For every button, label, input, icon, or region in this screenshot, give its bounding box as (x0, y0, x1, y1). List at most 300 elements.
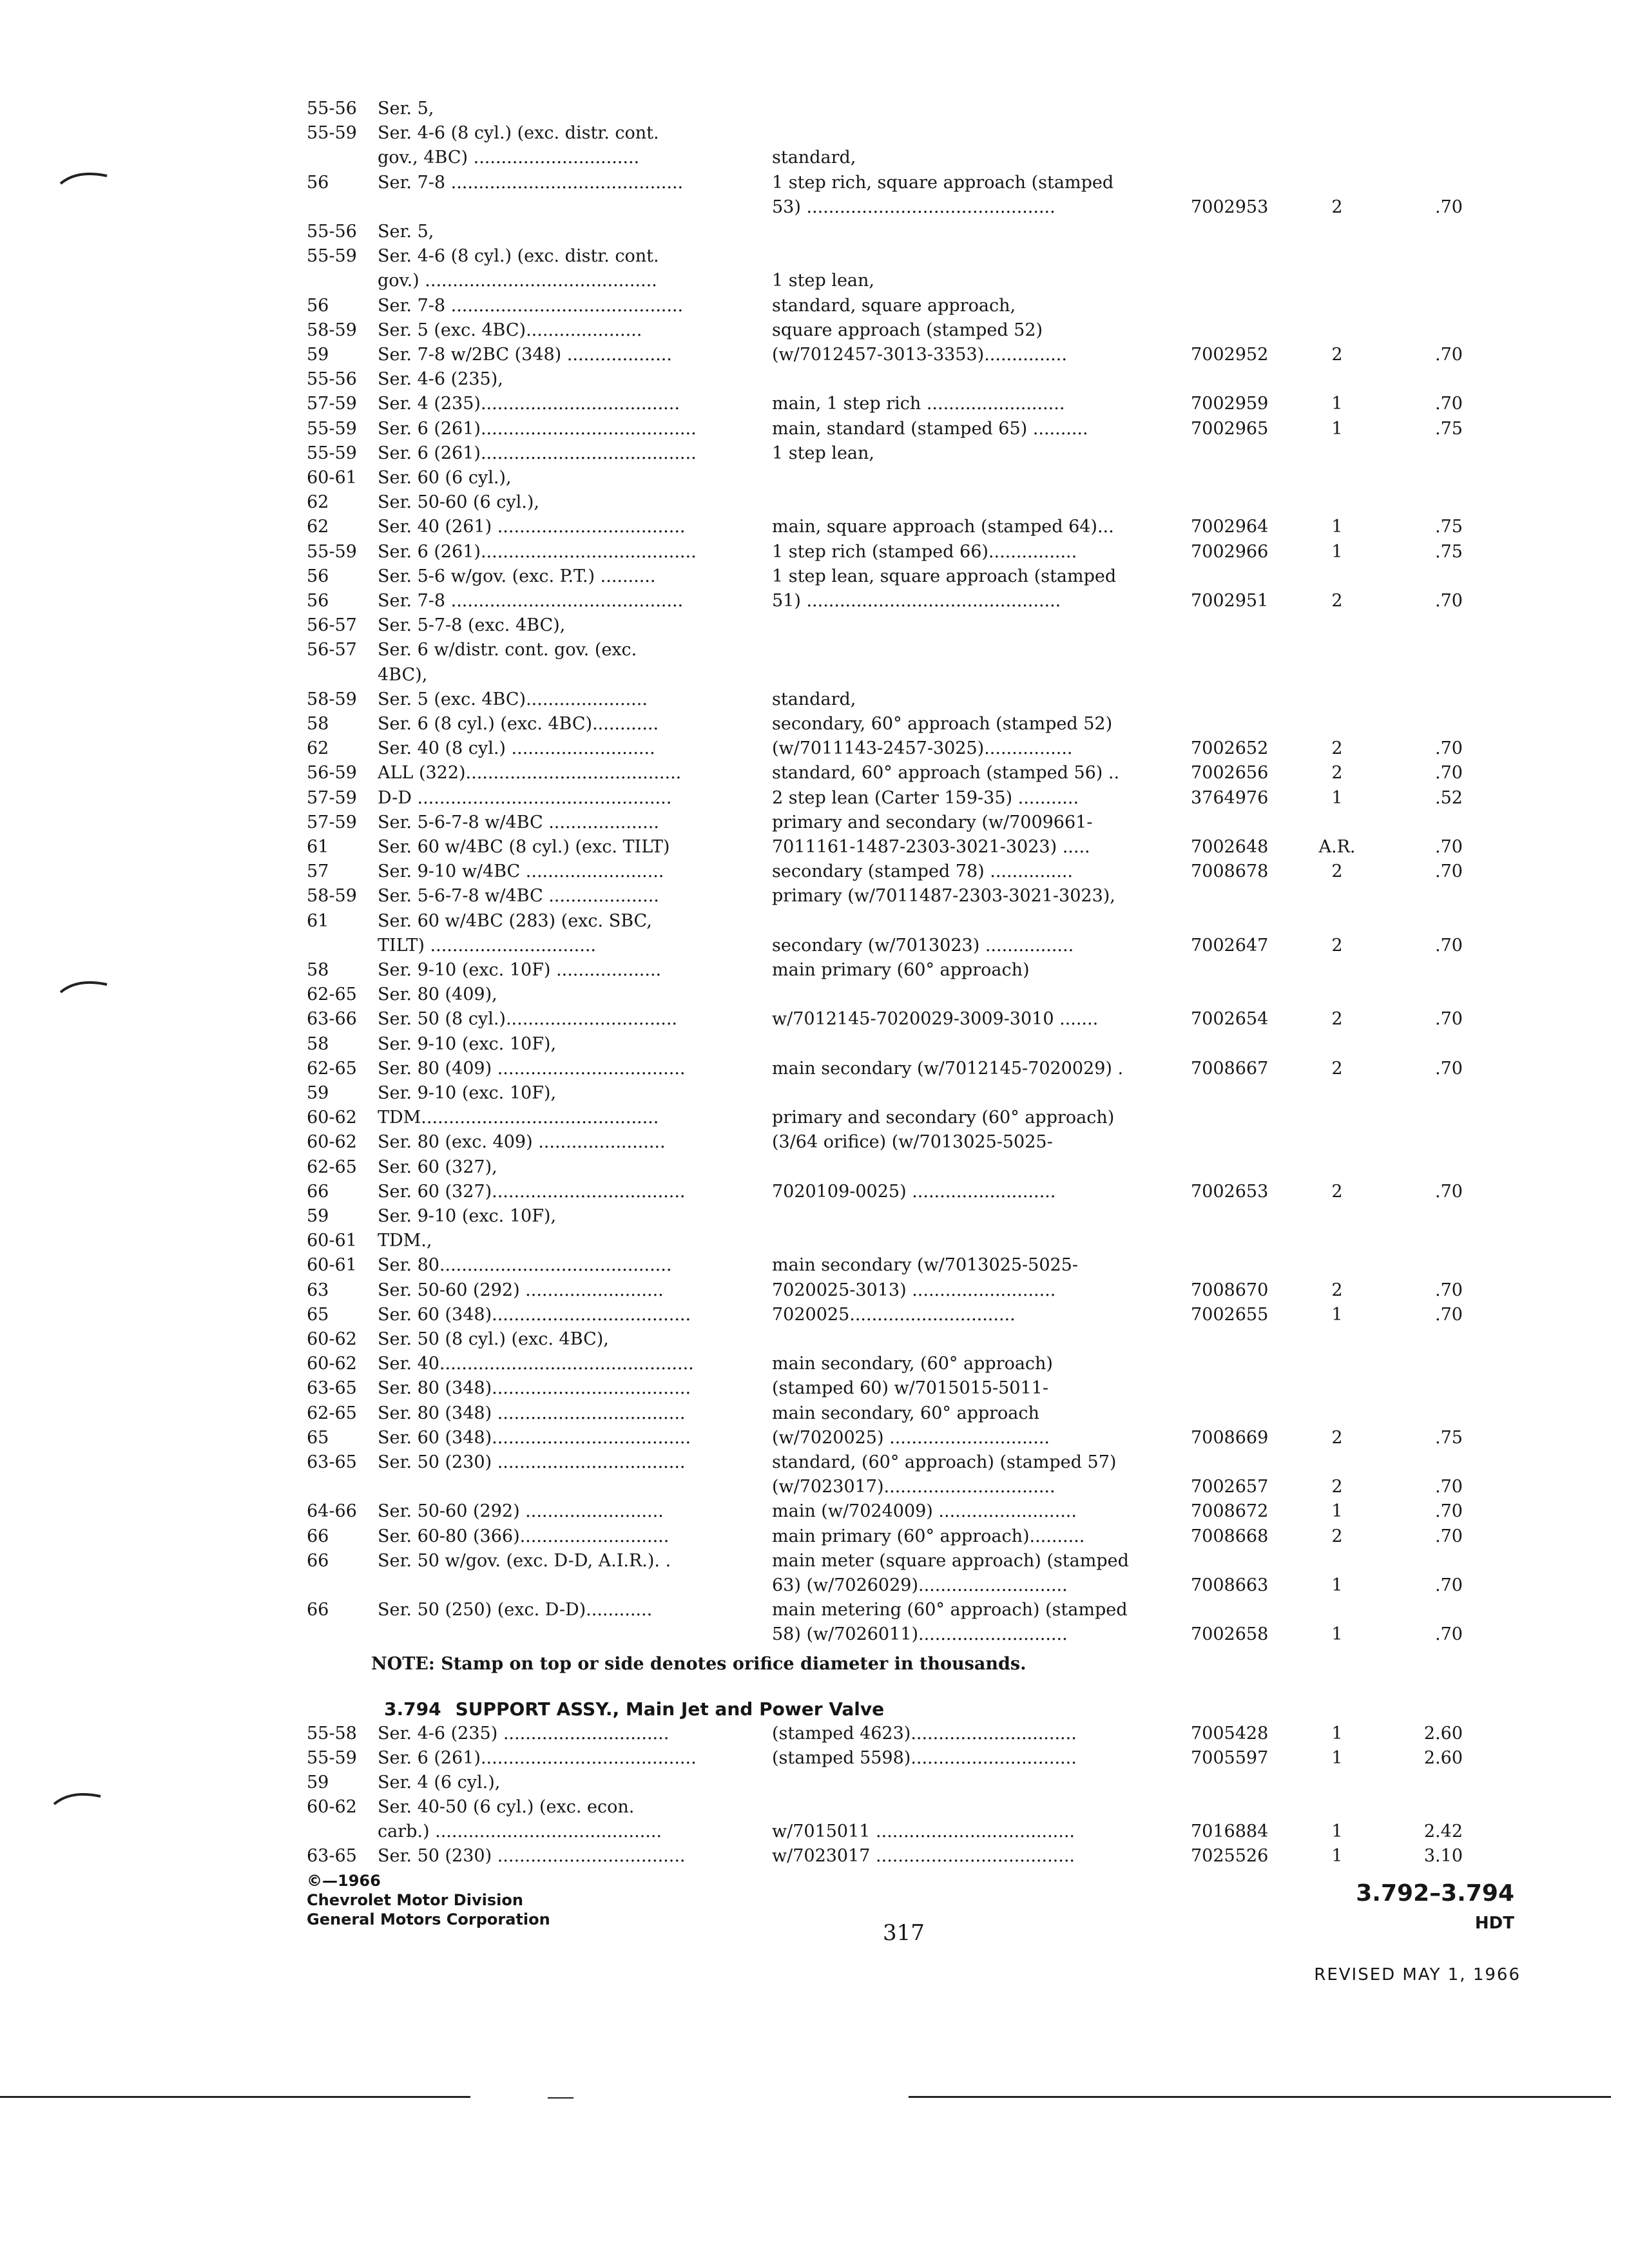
cell-price: .70 (1435, 345, 1463, 365)
cell-appl: Ser. 80 (348).................................... (378, 1378, 691, 1399)
cell-appl: Ser. 40 (8 cyl.) .......................... (378, 738, 655, 759)
cell-yr: 60-62 (307, 1108, 357, 1128)
table-row (0, 884, 1629, 908)
table-row (0, 318, 1629, 343)
table-row (0, 1475, 1629, 1499)
cell-qty: A.R. (1318, 837, 1356, 857)
cell-part: 7002653 (1191, 1181, 1269, 1202)
cell-desc: 1 step rich, square approach (stamped (772, 172, 1114, 193)
cell-yr: 55-58 (307, 1724, 357, 1744)
cell-desc: (stamped 5598).............................. (772, 1748, 1077, 1768)
cell-price: 2.60 (1423, 1748, 1463, 1768)
section-range: 3.792–3.794 (1356, 1880, 1514, 1907)
cell-yr: 58 (307, 960, 329, 980)
cell-desc: 58) (w/7026011)........................... (772, 1624, 1068, 1645)
cell-desc: main, standard (stamped 65) .......... (772, 418, 1088, 439)
cell-appl: Ser. 4 (6 cyl.), (378, 1773, 501, 1792)
cell-appl: Ser. 50 (8 cyl.)............................... (378, 1009, 677, 1030)
cell-desc: standard, (772, 148, 856, 168)
table-row (0, 1820, 1629, 1844)
cell-part: 7008669 (1191, 1427, 1269, 1448)
cell-desc: (w/7023017)............................... (772, 1477, 1055, 1497)
cell-yr: 55-59 (307, 1748, 357, 1768)
cell-yr: 66 (307, 1600, 329, 1620)
cell-part: 7005428 (1191, 1724, 1269, 1744)
bottom-rule-right (909, 2096, 1611, 2098)
table-row (0, 786, 1629, 811)
cell-desc: (stamped 4623).............................. (772, 1724, 1077, 1744)
cell-price: .75 (1435, 1427, 1463, 1448)
copyright: ©—1966 (307, 1872, 381, 1890)
cell-yr: 60-62 (307, 1797, 357, 1817)
cell-yr: 56 (307, 295, 329, 316)
cell-yr: 55-59 (307, 418, 357, 439)
cell-qty: 2 (1331, 1009, 1343, 1030)
table-row (0, 736, 1629, 761)
cell-qty: 2 (1331, 1181, 1343, 1202)
cell-appl: Ser. 50-60 (6 cyl.), (378, 492, 540, 513)
cell-part: 3764976 (1191, 787, 1269, 808)
cell-appl: gov.) .......................................... (378, 271, 657, 291)
cell-appl: Ser. 5, (378, 222, 434, 242)
cell-appl: Ser. 7-8 .......................................... (378, 172, 684, 193)
cell-yr: 66 (307, 1550, 329, 1571)
cell-appl: Ser. 60 (6 cyl.), (378, 468, 512, 488)
cell-part: 7008668 (1191, 1526, 1269, 1546)
cell-qty: 2 (1331, 738, 1343, 759)
table-row (0, 171, 1629, 195)
table-row (0, 490, 1629, 515)
table-row (0, 1130, 1629, 1155)
cell-yr: 60-61 (307, 1231, 357, 1251)
cell-yr: 66 (307, 1181, 329, 1202)
cell-appl: Ser. 5 (exc. 4BC)...................... (378, 689, 648, 709)
table-row (0, 1598, 1629, 1622)
cell-desc: 1 step rich (stamped 66)................ (772, 541, 1077, 562)
cell-desc: main primary (60° approach).......... (772, 1526, 1085, 1546)
bottom-rule-dash (548, 2097, 574, 2099)
cell-price: .70 (1435, 1575, 1463, 1595)
table-row (0, 1573, 1629, 1598)
cell-appl: Ser. 9-10 (exc. 10F), (378, 1083, 557, 1103)
table-row (0, 1771, 1629, 1795)
cell-desc: primary and secondary (w/7009661- (772, 812, 1093, 832)
cell-yr: 66 (307, 1526, 329, 1546)
cell-price: .70 (1435, 1477, 1463, 1497)
cell-yr: 56 (307, 591, 329, 611)
cell-appl: Ser. 7-8 .......................................... (378, 591, 684, 611)
table-row (0, 1032, 1629, 1057)
cell-desc: main metering (60° approach) (stamped (772, 1600, 1128, 1620)
cell-yr: 56-59 (307, 763, 357, 783)
cell-desc: main secondary (w/7012145-7020029) . (772, 1058, 1124, 1079)
cell-qty: 2 (1331, 861, 1343, 882)
bottom-rule-left (0, 2096, 470, 2098)
table-row (0, 1426, 1629, 1450)
cell-qty: 2 (1331, 591, 1343, 611)
cell-price: .70 (1435, 935, 1463, 956)
cell-price: .52 (1435, 787, 1463, 808)
table-row (0, 1450, 1629, 1475)
cell-part: 7002656 (1191, 763, 1269, 783)
cell-appl: Ser. 4 (235).................................... (378, 394, 680, 414)
cell-appl: Ser. 5, (378, 99, 434, 119)
cell-yr: 56-57 (307, 615, 357, 636)
cell-yr: 57-59 (307, 812, 357, 832)
table-row (0, 1155, 1629, 1180)
cell-qty: 1 (1331, 1724, 1343, 1744)
table-row (0, 613, 1629, 638)
cell-part: 7008672 (1191, 1501, 1269, 1522)
cell-appl: TDM........................................... (378, 1108, 659, 1128)
cell-yr: 55-59 (307, 443, 357, 463)
cell-yr: 62 (307, 517, 329, 537)
cell-desc: standard, (772, 689, 856, 709)
cell-appl: Ser. 6 (261)....................................... (378, 541, 697, 562)
table-row (0, 1007, 1629, 1032)
table-row (0, 983, 1629, 1007)
table-row (0, 244, 1629, 269)
cell-appl: Ser. 5-7-8 (exc. 4BC), (378, 615, 566, 636)
table-row (0, 1376, 1629, 1401)
cell-price: .70 (1435, 591, 1463, 611)
table-row (0, 589, 1629, 613)
cell-part: 7008667 (1191, 1058, 1269, 1079)
cell-yr: 56 (307, 566, 329, 586)
cell-appl: 4BC), (378, 664, 428, 685)
cell-appl: Ser. 4-6 (8 cyl.) (exc. distr. cont. (378, 246, 659, 267)
table-row (0, 1499, 1629, 1524)
table-row (0, 958, 1629, 983)
cell-appl: Ser. 50 (250) (exc. D-D)............ (378, 1600, 653, 1620)
table-row (0, 811, 1629, 835)
cell-part: 7002657 (1191, 1477, 1269, 1497)
cell-yr: 60-61 (307, 468, 357, 488)
cell-part: 7002964 (1191, 517, 1269, 537)
cell-yr: 55-56 (307, 222, 357, 242)
cell-desc: square approach (stamped 52) (772, 320, 1043, 340)
cell-yr: 65 (307, 1427, 329, 1448)
cell-yr: 63 (307, 1280, 329, 1300)
table-row (0, 1253, 1629, 1278)
cell-desc: main secondary, (60° approach) (772, 1354, 1053, 1374)
cell-desc: main secondary (w/7013025-5025- (772, 1255, 1078, 1276)
cell-appl: Ser. 9-10 (exc. 10F) ................... (378, 960, 662, 980)
cell-desc: secondary (w/7013023) ................ (772, 935, 1074, 956)
cell-price: .70 (1435, 1058, 1463, 1079)
cell-part: 7005597 (1191, 1748, 1269, 1768)
section-title: SUPPORT ASSY., Main Jet and Power Valve (455, 1698, 885, 1720)
cell-appl: Ser. 50 (230) .................................. (378, 1846, 686, 1866)
cell-desc: w/7012145-7020029-3009-3010 ....... (772, 1009, 1099, 1030)
cell-part: 7025526 (1191, 1846, 1269, 1866)
cell-appl: Ser. 7-8 .......................................... (378, 295, 684, 316)
table-row (0, 1795, 1629, 1820)
cell-desc: 1 step lean, square approach (stamped (772, 566, 1117, 586)
cell-appl: Ser. 6 w/distr. cont. gov. (exc. (378, 640, 637, 660)
table-row (0, 860, 1629, 884)
table-row (0, 1722, 1629, 1746)
note-text: NOTE: Stamp on top or side denotes orifice diameter in thousands. (371, 1654, 1027, 1674)
table-row (0, 1057, 1629, 1081)
cell-yr: 57-59 (307, 787, 357, 808)
table-row (0, 712, 1629, 736)
cell-appl: gov., 4BC) .............................. (378, 148, 640, 168)
cell-price: .75 (1435, 418, 1463, 439)
cell-price: .70 (1435, 861, 1463, 882)
punch-mark-middle (58, 973, 110, 999)
cell-qty: 1 (1331, 541, 1343, 562)
table-row (0, 1229, 1629, 1253)
cell-part: 7002952 (1191, 345, 1269, 365)
cell-appl: carb.) ......................................... (378, 1821, 662, 1841)
cell-qty: 1 (1331, 418, 1343, 439)
cell-yr: 62-65 (307, 1058, 357, 1079)
cell-desc: standard, 60° approach (stamped 56) .. (772, 763, 1120, 783)
cell-appl: Ser. 80.......................................... (378, 1255, 672, 1276)
cell-price: .70 (1435, 763, 1463, 783)
cell-price: .70 (1435, 1526, 1463, 1546)
corporation-name: General Motors Corporation (307, 1910, 550, 1928)
table-row (0, 1352, 1629, 1376)
cell-desc: main meter (square approach) (stamped (772, 1550, 1129, 1571)
footer-publisher (307, 1871, 550, 1929)
table-row (0, 761, 1629, 785)
cell-qty: 2 (1331, 345, 1343, 365)
cell-desc: 7020025.............................. (772, 1304, 1016, 1325)
cell-yr: 61 (307, 910, 329, 931)
cell-part: 7002953 (1191, 197, 1269, 217)
cell-yr: 63-66 (307, 1009, 357, 1030)
cell-appl: Ser. 4-6 (235), (378, 369, 503, 390)
cell-appl: Ser. 50 w/gov. (exc. D-D, A.I.R.). . (378, 1550, 671, 1571)
division-name: Chevrolet Motor Division (307, 1891, 523, 1909)
cell-price: .70 (1435, 837, 1463, 857)
cell-yr: 63-65 (307, 1378, 357, 1399)
cell-desc: 7011161-1487-2303-3021-3023) ..... (772, 837, 1090, 857)
table-row (0, 1303, 1629, 1327)
table-row (0, 1327, 1629, 1352)
cell-yr: 59 (307, 1083, 329, 1103)
cell-qty: 1 (1331, 1501, 1343, 1522)
table-row (0, 1278, 1629, 1303)
cell-yr: 60-62 (307, 1354, 357, 1374)
cell-qty: 2 (1331, 1477, 1343, 1497)
cell-desc: main, 1 step rich ......................... (772, 394, 1065, 414)
cell-appl: Ser. 7-8 w/2BC (348) ................... (378, 345, 672, 365)
cell-appl: Ser. 80 (409), (378, 985, 497, 1005)
table-row (0, 1106, 1629, 1130)
cell-appl: Ser. 6 (8 cyl.) (exc. 4BC)............ (378, 714, 659, 734)
cell-appl: Ser. 60-80 (366)........................... (378, 1526, 670, 1546)
table-row (0, 564, 1629, 589)
cell-yr: 58-59 (307, 320, 357, 340)
table-row (0, 417, 1629, 441)
cell-qty: 2 (1331, 1427, 1343, 1448)
cell-price: .70 (1435, 1009, 1463, 1030)
table-row (0, 97, 1629, 121)
cell-yr: 55-56 (307, 99, 357, 119)
cell-appl: Ser. 40 (261) .................................. (378, 517, 686, 537)
table-row (0, 638, 1629, 662)
cell-qty: 2 (1331, 1526, 1343, 1546)
cell-price: .70 (1435, 1624, 1463, 1645)
cell-part: 7002951 (1191, 591, 1269, 611)
cell-qty: 1 (1331, 517, 1343, 537)
cell-yr: 55-56 (307, 369, 357, 390)
table-row (0, 1622, 1629, 1647)
cell-appl: Ser. 60 w/4BC (283) (exc. SBC, (378, 910, 652, 931)
table-row (0, 441, 1629, 466)
table-row (0, 121, 1629, 146)
cell-qty: 2 (1331, 1280, 1343, 1300)
cell-price: .70 (1435, 1304, 1463, 1325)
cell-qty: 2 (1331, 1058, 1343, 1079)
cell-part: 7016884 (1191, 1821, 1269, 1841)
cell-yr: 62 (307, 738, 329, 759)
cell-appl: Ser. 6 (261)....................................... (378, 1748, 697, 1768)
cell-qty: 2 (1331, 763, 1343, 783)
cell-appl: Ser. 9-10 (exc. 10F), (378, 1033, 557, 1054)
punch-mark-bottom (52, 1785, 103, 1811)
cell-yr: 64-66 (307, 1501, 357, 1522)
cell-yr: 62-65 (307, 985, 357, 1005)
cell-desc: main secondary, 60° approach (772, 1403, 1039, 1423)
table-row (0, 1746, 1629, 1771)
cell-desc: standard, square approach, (772, 295, 1016, 316)
cell-yr: 60-61 (307, 1255, 357, 1276)
cell-yr: 57-59 (307, 394, 357, 414)
table-row (0, 1180, 1629, 1204)
cell-desc: (3/64 orifice) (w/7013025-5025- (772, 1132, 1053, 1153)
cell-price: .70 (1435, 738, 1463, 759)
cell-qty: 1 (1331, 1304, 1343, 1325)
table-row (0, 835, 1629, 860)
cell-desc: w/7015011 .................................... (772, 1821, 1075, 1841)
cell-appl: Ser. 40-50 (6 cyl.) (exc. econ. (378, 1797, 635, 1817)
table-row (0, 195, 1629, 220)
cell-desc: 7020109-0025) .......................... (772, 1181, 1056, 1202)
cell-part: 7008678 (1191, 861, 1269, 882)
cell-appl: Ser. 80 (exc. 409) ....................... (378, 1132, 666, 1153)
cell-part: 7008670 (1191, 1280, 1269, 1300)
table-row (0, 220, 1629, 244)
cell-qty: 2 (1331, 197, 1343, 217)
cell-yr: 61 (307, 837, 329, 857)
cell-yr: 58-59 (307, 886, 357, 907)
cell-appl: Ser. 6 (261)....................................... (378, 418, 697, 439)
punch-mark-top (58, 164, 110, 190)
cell-appl: Ser. 80 (348) .................................. (378, 1403, 686, 1423)
cell-desc: main, square approach (stamped 64)... (772, 517, 1114, 537)
cell-appl: Ser. 80 (409) .................................. (378, 1058, 686, 1079)
cell-part: 7008663 (1191, 1575, 1269, 1595)
cell-part: 7002654 (1191, 1009, 1269, 1030)
cell-yr: 63-65 (307, 1452, 357, 1472)
cell-yr: 56-57 (307, 640, 357, 660)
cell-yr: 58 (307, 1033, 329, 1054)
cell-desc: 53) ............................................. (772, 197, 1055, 217)
cell-price: 2.60 (1423, 1724, 1463, 1744)
cell-part: 7002648 (1191, 837, 1269, 857)
page-number: 317 (883, 1920, 925, 1946)
cell-appl: Ser. 60 (348).................................... (378, 1427, 691, 1448)
cell-desc: primary (w/7011487-2303-3021-3023), (772, 886, 1115, 907)
cell-part: 7002966 (1191, 541, 1269, 562)
section-number: 3.794 (384, 1698, 441, 1720)
table-row (0, 934, 1629, 958)
cell-appl: Ser. 5 (exc. 4BC)..................... (378, 320, 642, 340)
cell-appl: Ser. 6 (261)....................................... (378, 443, 697, 463)
table-row (0, 1844, 1629, 1869)
table-row (0, 515, 1629, 539)
cell-desc: 63) (w/7026029)........................... (772, 1575, 1068, 1595)
cell-part: 7002965 (1191, 418, 1269, 439)
cell-appl: ALL (322)....................................... (378, 763, 682, 783)
table-row (0, 909, 1629, 934)
cell-qty: 1 (1331, 1748, 1343, 1768)
cell-yr: 62 (307, 492, 329, 513)
table-row (0, 1204, 1629, 1229)
cell-part: 7002652 (1191, 738, 1269, 759)
cell-appl: Ser. 60 (348).................................... (378, 1304, 691, 1325)
cell-desc: (w/7011143-2457-3025)................ (772, 738, 1073, 759)
cell-qty: 1 (1331, 1846, 1343, 1866)
cell-price: .70 (1435, 197, 1463, 217)
cell-price: .70 (1435, 394, 1463, 414)
cell-desc: standard, (60° approach) (stamped 57) (772, 1452, 1117, 1472)
cell-yr: 60-62 (307, 1132, 357, 1153)
cell-appl: Ser. 50-60 (292) ......................... (378, 1280, 664, 1300)
section-code: HDT (1474, 1914, 1514, 1933)
section-heading (384, 1697, 884, 1722)
cell-appl: Ser. 4-6 (8 cyl.) (exc. distr. cont. (378, 123, 659, 144)
cell-yr: 65 (307, 1304, 329, 1325)
cell-yr: 59 (307, 1206, 329, 1226)
cell-yr: 55-59 (307, 123, 357, 144)
cell-part: 7002647 (1191, 935, 1269, 956)
cell-yr: 60-62 (307, 1329, 357, 1349)
cell-appl: Ser. 60 (327)................................... (378, 1181, 686, 1202)
cell-yr: 55-59 (307, 541, 357, 562)
cell-yr: 55-59 (307, 246, 357, 267)
cell-price: .70 (1435, 1280, 1463, 1300)
cell-desc: (w/7012457-3013-3353)............... (772, 345, 1067, 365)
cell-qty: 1 (1331, 394, 1343, 414)
table-row (0, 1081, 1629, 1106)
cell-part: 7002658 (1191, 1624, 1269, 1645)
table-row (0, 367, 1629, 392)
cell-appl: Ser. 40.............................................. (378, 1354, 694, 1374)
cell-appl: D-D .............................................. (378, 787, 672, 808)
cell-qty: 1 (1331, 1575, 1343, 1595)
cell-qty: 1 (1331, 787, 1343, 808)
cell-appl: Ser. 60 w/4BC (8 cyl.) (exc. TILT) (378, 837, 670, 857)
cell-yr: 59 (307, 1773, 329, 1792)
cell-appl: Ser. 9-10 (exc. 10F), (378, 1206, 557, 1226)
cell-appl: Ser. 5-6-7-8 w/4BC .................... (378, 812, 659, 832)
cell-desc: (stamped 60) w/7015015-5011- (772, 1378, 1048, 1399)
cell-yr: 63-65 (307, 1846, 357, 1866)
cell-desc: w/7023017 .................................... (772, 1846, 1075, 1866)
cell-desc: secondary (stamped 78) ............... (772, 861, 1074, 882)
cell-yr: 59 (307, 345, 329, 365)
revised-date: REVISED MAY 1, 1966 (1314, 1965, 1521, 1984)
cell-appl: Ser. 60 (327), (378, 1157, 497, 1177)
cell-yr: 58-59 (307, 689, 357, 709)
cell-desc: secondary, 60° approach (stamped 52) (772, 714, 1113, 734)
table-row (0, 269, 1629, 293)
